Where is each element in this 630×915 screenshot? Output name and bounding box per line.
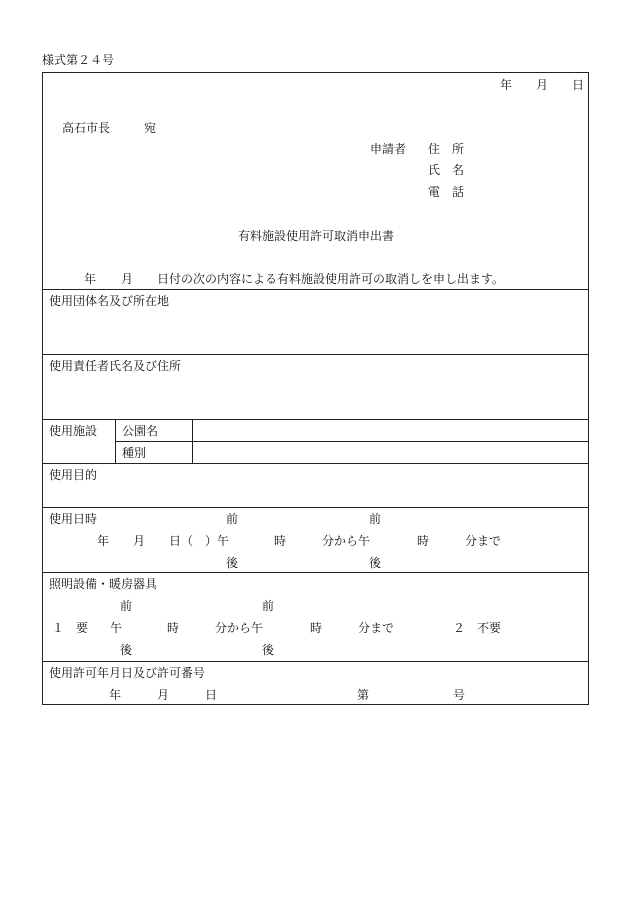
- applicant-label: 申請者: [370, 142, 407, 156]
- lighting-gozen: 午: [110, 621, 123, 635]
- divider-purpose: [42, 507, 589, 508]
- facility-col1: [115, 419, 116, 463]
- permit-label: 使用許可年月日及び許可番号: [49, 666, 206, 680]
- facility-label: 使用施設: [49, 424, 98, 438]
- permit-year: 年: [109, 688, 122, 702]
- lighting-option-2: ２ 不要: [453, 621, 502, 635]
- datetime-day: 日（ ）午: [169, 534, 230, 548]
- lighting-until: 分まで: [358, 621, 395, 635]
- datetime-mae-2: 前: [369, 512, 382, 526]
- permit-dai: 第: [357, 688, 370, 702]
- frame-top: [42, 72, 589, 73]
- date-day: 日: [572, 78, 585, 92]
- permit-month: 月: [157, 688, 170, 702]
- facility-park-label: 公園名: [122, 424, 159, 438]
- lighting-go-2: 後: [262, 643, 275, 657]
- addressee-name: 高石市長: [62, 121, 111, 135]
- purpose-label: 使用目的: [49, 468, 98, 482]
- datetime-hour-2: 時: [417, 534, 430, 548]
- applicant-name: 氏 名: [428, 163, 465, 177]
- applicant-phone: 電 話: [428, 185, 465, 199]
- datetime-go-2: 後: [369, 556, 382, 570]
- manager-label: 使用責任者氏名及び住所: [49, 359, 182, 373]
- permit-go: 号: [453, 688, 466, 702]
- permit-day: 日: [205, 688, 218, 702]
- addressee-suffix: 宛: [144, 121, 157, 135]
- divider-facility-inner: [115, 441, 589, 442]
- applicant-address: 住 所: [428, 142, 465, 156]
- lighting-hour-2: 時: [310, 621, 323, 635]
- datetime-until: 分まで: [465, 534, 502, 548]
- datetime-from: 分から午: [322, 534, 371, 548]
- divider-datetime: [42, 572, 589, 573]
- lighting-option-1: １ 要: [52, 621, 89, 635]
- lighting-go-1: 後: [120, 643, 133, 657]
- form-title: 有料施設使用許可取消申出書: [238, 229, 395, 243]
- divider-lighting: [42, 661, 589, 662]
- form-number: 様式第２４号: [42, 53, 115, 67]
- facility-type-label: 種別: [122, 446, 147, 460]
- datetime-go-1: 後: [226, 556, 239, 570]
- statement-text: 日付の次の内容による有料施設使用許可の取消しを申し出ます。: [157, 272, 505, 286]
- divider-manager: [42, 419, 589, 420]
- group-label: 使用団体名及び所在地: [49, 294, 170, 308]
- datetime-month: 月: [133, 534, 146, 548]
- datetime-label: 使用日時: [49, 512, 98, 526]
- divider-group: [42, 354, 589, 355]
- facility-col2: [192, 419, 193, 463]
- lighting-hour-1: 時: [167, 621, 180, 635]
- frame-bottom: [42, 704, 589, 705]
- frame-left: [42, 72, 43, 705]
- datetime-year: 年: [97, 534, 110, 548]
- frame-right: [588, 72, 589, 705]
- divider-header: [42, 289, 589, 290]
- datetime-mae-1: 前: [226, 512, 239, 526]
- date-year: 年: [500, 78, 513, 92]
- statement-month: 月: [121, 272, 134, 286]
- lighting-mae-2: 前: [262, 599, 275, 613]
- statement-year: 年: [84, 272, 97, 286]
- datetime-hour-1: 時: [274, 534, 287, 548]
- lighting-from: 分から午: [215, 621, 264, 635]
- date-month: 月: [536, 78, 549, 92]
- divider-facility: [42, 463, 589, 464]
- lighting-label: 照明設備・暖房器具: [49, 577, 158, 591]
- lighting-mae-1: 前: [120, 599, 133, 613]
